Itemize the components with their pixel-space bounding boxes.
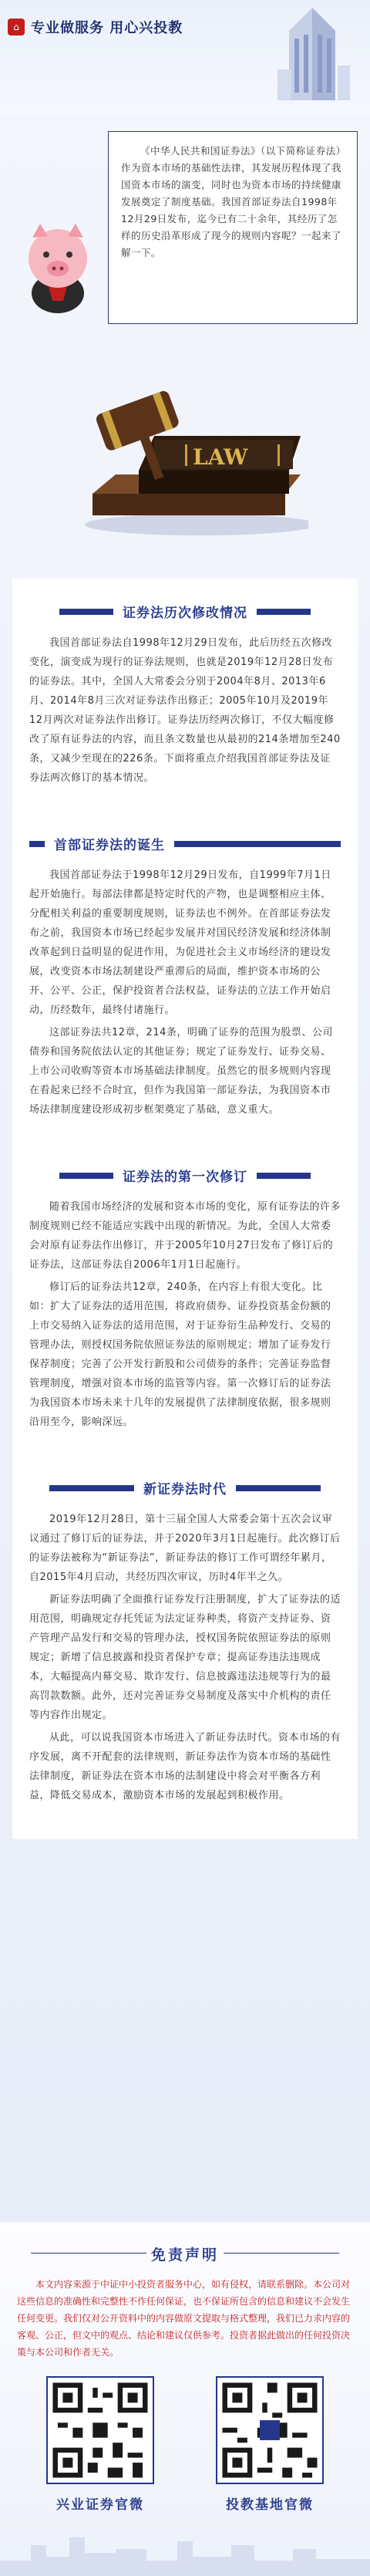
paragraph: 我国首部证券法于1998年12月29日发布，自1999年7月1日起开始施行。每部法律都是特定时代的产物，也是调整相应主体、分配相关利益的重要制度规则，证券法也不例外。在首部证券法发布之前，我国资本市场已经起步发展并对国民经济发展和经济体制改革起到日益明显的促进作用，为促进社会主义市场经济的建设发展，改变资本市场法制建设严重滞后的局面，维护资本市场的公开、公平、公正，保护投资者合法权益，证券法的立法工作开始启动，历经数年，最终付诸施行。 [29, 869, 331, 1016]
section-revision-history [12, 579, 358, 811]
paragraph: 我国首部证券法自1998年12月29日发布，此后历经五次修改变化，演变成为现行的证券法规则，也就是2019年12月28日发布的证券法。其中，全国人大常委会分别于2004年8月、2013年6月、2014年8月三次对证券法作出修正；2005年10月及2019年12月两次对证券法作出修订。证券法历经两次修订，不仅大幅度修改了原有证券法的内容，而且条文数量也从最初的214条增加至240条，又减少至现在的226条。下面将重点介绍我国首部证券法及证券法两次修订的基本情况。 [29, 637, 341, 784]
title-bar-left [49, 1485, 134, 1491]
section-title-row [29, 1478, 341, 1497]
qr-code-icon [48, 2378, 153, 2483]
intro-section [108, 131, 358, 324]
paragraph: 随着我国市场经济的发展和资本市场的变化，原有证券法的许多制度规则已经不能适应实践中出现的新情况。为此，全国人大常委会对原有证券法作出修订，并于2005年10月27日发布了修订后的证券法，这部证券法自2006年1月1日起施行。 [29, 1201, 341, 1271]
disclaimer-title: 免责声明 [150, 2247, 219, 2264]
section-title: 首部证券法的诞生 [54, 838, 165, 853]
qr-code-left[interactable] [46, 2376, 154, 2484]
paragraph: 新证券法明确了全面推行证券发行注册制度，扩大了证券法的适用范围，明确规定存托凭证为法定证券种类，将资产支持证券、资产管理产品发行和交易的管理办法，授权国务院依照证券法的原则规定；新增了信息披露和投资者保护专章；提高证券违法违规成本，大幅提高内幕交易、欺诈发行、信息披露违法违规等行为的最高罚款数额。此外，还对完善证券交易制度及落实中介机构的责任等内容作出规定。 [29, 1594, 341, 1721]
gavel-icon [69, 378, 308, 540]
slogan-text: 专业做服务 用心兴投教 [31, 20, 183, 36]
skyline-illustration [0, 2522, 370, 2576]
title-bar-left [29, 841, 45, 847]
qr-code-right[interactable] [216, 2376, 324, 2484]
section-title-row [29, 1166, 341, 1185]
section-new-era [12, 1455, 358, 1839]
section-title: 证券法的第一次修订 [123, 1170, 247, 1185]
paragraph: 这部证券法共12章，214条，明确了证券的范围为股票、公司债券和国务院依法认定的其他证券；规定了证券发行、证券交易、上市公司收购等资本市场基础法律制度。虽然它的很多规则内容现在看起来已经不合时宜，但作为我国第一部证券法，为我国资本市场法律制度建设形成初步框架奠定了基础，意义重大。 [29, 1027, 333, 1116]
pig-mascot-icon [15, 216, 100, 316]
paragraph: 从此，可以说我国资本市场进入了新证券法时代。资本市场的有序发展，离不开配套的法律规则，新证券法作为资本市场的基础性法律制度，新证券法在资本市场的法制建设中将会对平衡各方利益，降低交易成本，激励资本市场的发展起到积极作用。 [29, 1732, 341, 1801]
title-bar-right [257, 609, 311, 615]
qr-code-icon [217, 2378, 322, 2483]
title-bar-right [174, 841, 341, 847]
disclaimer-text: 本文内容来源于中证中小投资者服务中心，如有侵权，请联系删除。本公司对这些信息的准确性和完整性不作任何保证，也不保证所包含的信息和建议不会发生任何变更。我们仅对公开资料中的内容做原文提取与格式整理，我们已力求内容的客观、公正，但文中的观点、结论和建议仅供参考。投资者据此做出的任何投资决策与本公司和作者无关。 [17, 2279, 351, 2358]
paragraph: 修订后的证券法共12章，240条，在内容上有很大变化。比如：扩大了证券法的适用范围，将政府债券、证券投资基金份额的上市交易纳入证券法的适用范围，对于证券衍生品种发行、交易的管理办法，则授权国务院依照证券法的原则规定；增加了证券发行保荐制度；完善了公开发行新股和公司债券的条件；完善证券监督管理制度，增强对资本市场的监管等内容。第一次修订后的证券法为我国资本市场未来十几年的发展提供了法律制度依据，很多规则沿用至今，影响深远。 [29, 1281, 331, 1428]
section-title: 证券法历次修改情况 [123, 606, 247, 621]
title-bar-left [59, 609, 113, 615]
intro-box [108, 131, 358, 324]
section-title-row [29, 834, 341, 853]
skyscraper-illustration [270, 0, 355, 100]
section-title-row [29, 602, 341, 621]
section-title: 新证券法时代 [143, 1482, 227, 1497]
title-bar-right [236, 1485, 321, 1491]
title-bar-left [59, 1173, 113, 1179]
gavel-illustration [0, 324, 370, 579]
section-first-law [12, 811, 358, 1143]
disclaimer-section [0, 2222, 370, 2576]
building-icon: ⌂ [8, 19, 25, 35]
title-bar-right [257, 1173, 311, 1179]
qr-label-left: 兴业证券官微 [56, 2497, 144, 2513]
law-label: LAW [193, 444, 248, 470]
qr-label-right: 投教基地官微 [226, 2497, 314, 2513]
paragraph: 2019年12月28日，第十三届全国人大常委会第十五次会议审议通过了修订后的证券法，并于2020年3月1日起施行。此次修订后的证券法被称为“新证券法”，新证券法的修订工作可谓经年累月，自2015年4月启动，共经历四次审议，历时4年半之久。 [29, 1514, 341, 1583]
header-banner [0, 0, 370, 116]
section-first-revision [12, 1143, 358, 1455]
slogan [8, 17, 183, 37]
intro-text: 《中华人民共和国证券法》（以下简称证券法）作为资本市场的基础性法律，其发展历程体现了我国资本市场的演变，同时也为资本市场的持续健康发展奠定了制度基础。我国首部证券法自1998年12月29日发布，迄今已有二十余年，其经历了怎样的历史沿革形成了现今的规则内容呢？一起来了解一下。 [121, 145, 346, 258]
